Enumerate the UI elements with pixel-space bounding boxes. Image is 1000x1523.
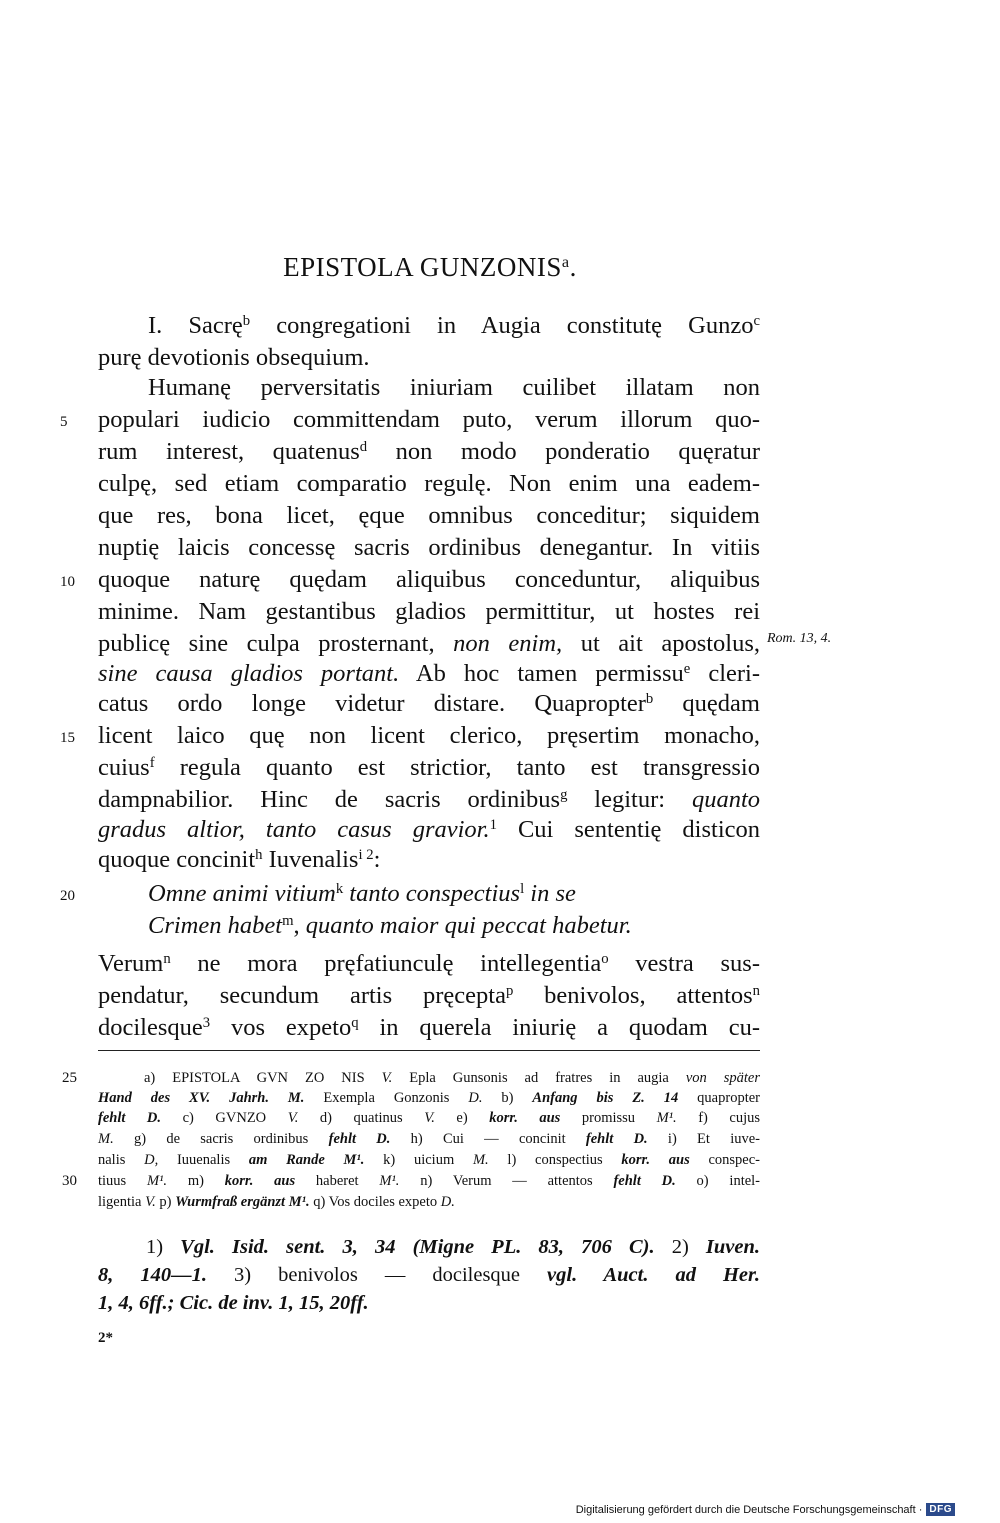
text-segment: Verum — [98, 950, 164, 977]
apparatus-line — [98, 1110, 760, 1131]
apparatus-segment: m) — [167, 1173, 225, 1189]
apparatus-line-number: 25 — [62, 1070, 77, 1086]
apparatus-segment: o) intel- — [675, 1173, 761, 1189]
line-number: 10 — [60, 574, 75, 590]
text-line — [98, 950, 760, 981]
apparatus-segment: M. — [472, 1152, 489, 1168]
footnote-divider — [98, 1050, 760, 1051]
text-segment: quoque concinit — [98, 846, 256, 873]
text-segment: cuius — [98, 754, 150, 781]
text-segment: docilesque — [98, 1014, 203, 1041]
text-segment: pendatur, secundum artis pręcepta — [98, 982, 506, 1009]
dfg-logo: DFG — [926, 1503, 955, 1516]
digitization-footer — [576, 1503, 955, 1516]
text-segment: quanto — [691, 786, 761, 813]
text-segment: Iuvenalis — [262, 846, 359, 873]
text-segment: non enim, — [453, 630, 563, 657]
text-segment: que res, bona licet, ęque omnibus conceditur; siquidem — [98, 502, 760, 529]
apparatus-segment: korr. aus — [489, 1110, 561, 1126]
apparatus-segment: fehlt D. — [613, 1173, 676, 1189]
text-line — [98, 846, 760, 877]
text-line — [98, 1014, 760, 1045]
footnote-marker: q — [351, 1014, 359, 1031]
apparatus-segment: M¹. — [147, 1173, 168, 1189]
apparatus-segment: fehlt D. — [98, 1110, 162, 1126]
footnote-marker: b — [242, 312, 251, 329]
apparatus-line — [98, 1131, 760, 1152]
text-line — [98, 816, 760, 847]
text-segment: Humanę perversitatis iniuriam cuilibet illatam non — [148, 374, 760, 401]
apparatus-segment: D. — [468, 1090, 483, 1106]
apparatus-segment: korr. aus — [621, 1152, 690, 1168]
text-segment: regula quanto est strictior, tanto est transgressio — [154, 754, 760, 781]
text-segment: I. Sacrę — [148, 312, 243, 339]
apparatus-segment: Epla Gunsonis ad fratres in augia — [392, 1070, 686, 1086]
apparatus-segment: D, — [144, 1152, 159, 1168]
apparatus-segment: c) GVNZO — [161, 1110, 288, 1126]
signature-mark: 2* — [98, 1330, 113, 1346]
apparatus-segment: i) Et iuve- — [647, 1131, 760, 1147]
document-title: EPISTOLA GUNZONIS$^a$. — [283, 252, 577, 282]
apparatus-segment: q) Vos dociles expeto — [309, 1194, 441, 1210]
text-line — [98, 470, 760, 501]
apparatus-segment: h) Cui — concinit — [390, 1131, 586, 1147]
text-segment: Crimen habet — [148, 912, 283, 939]
reference-line — [98, 1264, 760, 1294]
text-line — [98, 722, 760, 753]
text-line — [98, 912, 760, 943]
text-line — [98, 982, 760, 1013]
reference-segment: 2) — [654, 1236, 706, 1258]
text-line — [98, 566, 760, 597]
text-segment: in querela iniurię a quodam cu- — [358, 1014, 760, 1041]
line-number: 5 — [60, 414, 68, 430]
apparatus-segment: Hand des XV. Jahrh. M. — [98, 1090, 305, 1106]
footnote-marker: i 2 — [358, 846, 374, 863]
apparatus-segment: nalis — [98, 1152, 145, 1168]
text-segment: nuptię laicis concessę sacris ordinibus denegantur. In vitiis — [98, 534, 760, 561]
text-segment: vos expeto — [210, 1014, 352, 1041]
apparatus-segment: a) EPISTOLA GVN ZO NIS — [144, 1070, 382, 1086]
text-segment: quoque naturę quędam aliquibus conceduntur, aliquibus — [98, 566, 760, 593]
footnote-marker: c — [753, 312, 760, 329]
apparatus-line — [98, 1173, 760, 1194]
apparatus-line — [98, 1152, 760, 1173]
text-segment: publicę sine culpa prosternant, — [98, 630, 454, 657]
text-segment: quanto maior qui peccat habetur. — [305, 912, 632, 939]
apparatus-segment: M¹. — [656, 1110, 677, 1126]
text-line — [98, 690, 760, 721]
apparatus-segment: quapropter — [678, 1090, 760, 1106]
footer-text: Digitalisierung gefördert durch die Deutsche Forschungsgemeinschaft · — [575, 1503, 923, 1516]
apparatus-segment: e) — [434, 1110, 490, 1126]
footnote-marker: k — [335, 880, 344, 897]
reference-segment: vgl. Auct. ad Her. — [547, 1264, 761, 1286]
apparatus-segment: haberet — [295, 1173, 380, 1189]
apparatus-segment: conspec- — [689, 1152, 760, 1168]
text-segment: vestra sus- — [608, 950, 760, 977]
text-segment: populari iudicio committendam puto, verum illorum quo- — [98, 406, 760, 433]
apparatus-segment: fehlt D. — [328, 1131, 391, 1147]
apparatus-line-number: 30 — [62, 1173, 77, 1189]
apparatus-segment: am Rande M¹. — [248, 1152, 365, 1168]
apparatus-segment: Exempla Gonzonis — [304, 1090, 469, 1106]
text-segment: , — [293, 912, 306, 939]
apparatus-segment: f) cujus — [676, 1110, 761, 1126]
text-segment: benivolos, attentos — [513, 982, 753, 1009]
footnote-marker: o — [601, 950, 609, 967]
text-segment: congregationi in Augia constitutę Gunzo — [250, 312, 754, 339]
title-footnote-marker: a — [561, 253, 570, 272]
apparatus-segment: k) uicium — [364, 1152, 473, 1168]
footnote-marker: m — [282, 912, 294, 929]
reference-segment: Iuven. — [705, 1236, 760, 1258]
apparatus-segment: b) — [482, 1090, 533, 1106]
footnote-marker: f — [149, 754, 155, 771]
text-segment: purę devotionis obsequium. — [98, 344, 370, 371]
text-segment: ut ait apostolus, — [562, 630, 761, 657]
apparatus-line — [98, 1070, 760, 1091]
apparatus-segment: von später — [685, 1070, 761, 1086]
text-line — [98, 344, 760, 375]
text-line — [98, 406, 760, 437]
footnote-marker: n — [752, 982, 761, 999]
footnote-marker: e — [683, 660, 691, 677]
apparatus-segment: Iuuenalis — [158, 1152, 249, 1168]
text-segment: licent laico quę non licent clerico, pręsertim monacho, — [98, 722, 760, 749]
reference-line — [98, 1292, 760, 1322]
text-segment: dampnabilior. Hinc de sacris ordinibus — [98, 786, 561, 813]
text-line — [98, 880, 760, 911]
text-segment: catus ordo longe videtur distare. Quapropter — [98, 690, 646, 717]
apparatus-segment: tiuus — [98, 1173, 147, 1189]
text-segment: minime. Nam gestantibus gladios permittitur, ut hostes rei — [98, 598, 760, 625]
text-segment: tanto conspectius — [343, 880, 521, 907]
text-line — [98, 630, 760, 661]
text-segment: Omne animi vitium — [148, 880, 336, 907]
text-line — [98, 534, 760, 565]
text-line — [98, 598, 760, 629]
text-segment: cleri- — [690, 660, 760, 687]
text-segment: in se — [524, 880, 576, 907]
reference-segment: 1, 4, 6ff.; Cic. de inv. 1, 15, 20ff. — [98, 1292, 369, 1314]
reference-segment: 1) — [146, 1236, 181, 1258]
text-segment: Cui sententię disticon — [496, 816, 760, 843]
apparatus-segment: ligentia — [98, 1194, 146, 1210]
footnote-marker: n — [163, 950, 171, 967]
apparatus-segment: fehlt D. — [585, 1131, 648, 1147]
footnote-marker: 3 — [202, 1014, 211, 1031]
text-segment: rum interest, quatenus — [98, 438, 360, 465]
footnote-marker: g — [560, 786, 568, 803]
apparatus-segment: D. — [440, 1194, 455, 1210]
apparatus-segment: Wurmfraß ergänzt M¹. — [175, 1194, 310, 1210]
footnote-marker: b — [645, 690, 654, 707]
apparatus-segment: p) — [155, 1194, 176, 1210]
apparatus-segment: korr. aus — [224, 1173, 296, 1189]
text-segment: ne mora pręfatiunculę intellegentia — [170, 950, 602, 977]
reference-segment: Vgl. Isid. sent. 3, 34 (Migne PL. 83, 706 C). — [180, 1236, 655, 1258]
text-line — [98, 312, 760, 343]
reference-segment: 8, 140—1. — [98, 1264, 208, 1286]
apparatus-segment: V. — [424, 1110, 435, 1126]
apparatus-line — [98, 1194, 760, 1215]
footnote-marker: l — [520, 880, 525, 897]
apparatus-segment: d) quatinus — [298, 1110, 425, 1126]
margin-citation: Rom. 13, 4. — [767, 631, 832, 646]
reference-segment: 3) benivolos — docilesque — [207, 1264, 548, 1286]
footnote-marker: p — [505, 982, 514, 999]
text-segment: : — [373, 846, 381, 873]
text-line — [98, 438, 760, 469]
line-number: 15 — [60, 730, 75, 746]
apparatus-segment: V. — [381, 1070, 393, 1086]
text-segment: Ab hoc tamen permissu — [399, 660, 684, 687]
text-line — [98, 660, 760, 691]
footnote-marker: h — [255, 846, 263, 863]
footnote-marker: 1 — [489, 816, 497, 833]
line-number: 20 — [60, 888, 75, 904]
text-segment: sine causa gladios portant. — [98, 660, 400, 687]
title-text: EPISTOLA GUNZONIS — [283, 252, 562, 282]
apparatus-segment: g) de sacris ordinibus — [113, 1131, 329, 1147]
text-segment: gradus altior, tanto casus gravior. — [98, 816, 490, 843]
apparatus-segment: l) conspectius — [488, 1152, 622, 1168]
apparatus-segment: Anfang bis Z. 14 — [532, 1090, 679, 1106]
footnote-marker: d — [359, 438, 368, 455]
text-line — [98, 374, 760, 405]
apparatus-segment: V. — [145, 1194, 156, 1210]
apparatus-segment: n) Verum — attentos — [399, 1173, 614, 1189]
text-segment: culpę, sed etiam comparatio regulę. Non enim una eadem- — [98, 470, 760, 497]
text-line — [98, 502, 760, 533]
apparatus-segment: promissu — [560, 1110, 657, 1126]
apparatus-line — [98, 1090, 760, 1111]
apparatus-segment: V. — [287, 1110, 299, 1126]
apparatus-segment: M¹. — [379, 1173, 400, 1189]
text-segment: quędam — [653, 690, 760, 717]
text-segment: legitur: — [567, 786, 692, 813]
text-line — [98, 786, 760, 817]
reference-line — [98, 1236, 760, 1266]
apparatus-segment: M. — [98, 1131, 114, 1147]
text-line — [98, 754, 760, 785]
text-segment: non modo ponderatio quęratur — [367, 438, 760, 465]
